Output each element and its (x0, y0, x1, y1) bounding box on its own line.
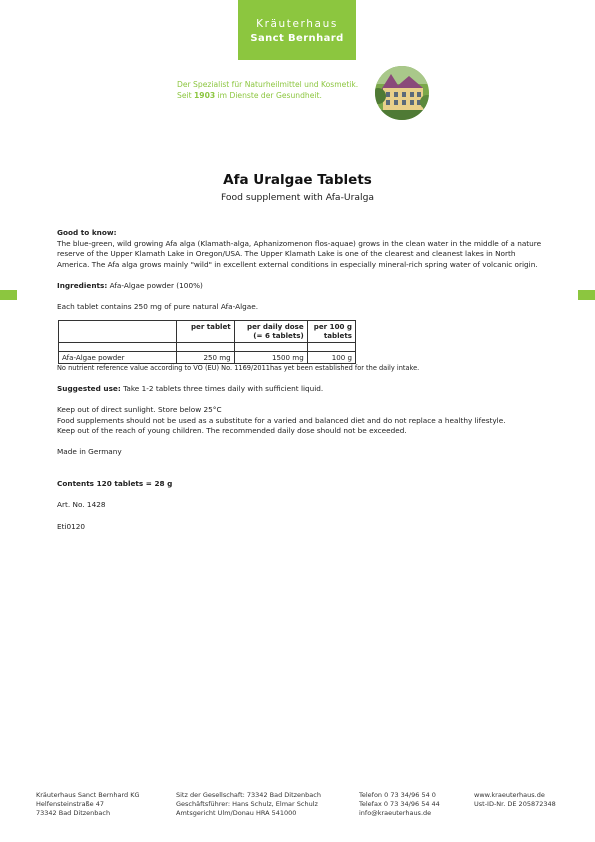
article-number: Art. No. 1428 (57, 500, 106, 510)
good-to-know-label: Good to know: (57, 228, 117, 237)
tagline-line1: Der Spezialist für Naturheilmittel und Kosmetik. (177, 80, 359, 89)
nutrition-table (58, 320, 356, 365)
ingredients-line (57, 281, 547, 292)
product-description (57, 228, 547, 532)
ingredients-text: Afa-Algae powder (100%) (107, 280, 203, 290)
product-subtitle: Food supplement with Afa-Uralga (220, 192, 375, 203)
product-title: Afa Uralgae Tablets (223, 172, 372, 188)
nutrition-table-header (59, 320, 356, 342)
ingredients-label: Ingredients: (57, 280, 108, 290)
warning-text: Keep out of the reach of young children. The recommended daily dose should not be exceeded. (57, 426, 407, 436)
logo-name-line1: Kräuterhaus (256, 18, 338, 30)
table-header-cell: per 100 g tablets (307, 320, 355, 342)
logo-name-line2: Sanct Bernhard (250, 33, 344, 44)
suggested-use-line (57, 384, 547, 395)
storage-text: Keep out of direct sunlight. Store below 25°C (57, 405, 222, 415)
house-photo-icon (375, 66, 429, 120)
made-in-text: Made in Germany (57, 447, 122, 457)
footer-contact: Telefon 0 73 34/96 54 0 Telefax 0 73 34/96 54 44 info@kraeuterhaus.de (359, 791, 440, 817)
warning-text: Food supplements should not be used as a substitute for a varied and balanced diet and do not replace a healthy lifestyle. (57, 415, 506, 425)
footer-web: www.kraeuterhaus.de Ust-ID-Nr. DE 205872348 (474, 791, 556, 808)
footer-legal: Sitz der Gesellschaft: 73342 Bad Ditzenbach Geschäftsführer: Hans Schulz, Elmar Schulz Amtsgericht Ulm/Donau HRA 541000 (176, 791, 321, 817)
tagline-line2: Seit 1903 im Dienste der Gesundheit. (177, 91, 322, 100)
side-marker-right (578, 290, 595, 300)
brand-logo (238, 0, 356, 60)
brand-tagline (177, 79, 358, 101)
table-header-cell: per daily dose (= 6 tablets) (234, 320, 307, 342)
table-header-cell: per tablet (177, 320, 234, 342)
table-note: No nutrient reference value according to VO (EU) No. 1169/2011has yet been established for the daily intake. (57, 364, 420, 373)
table-row (59, 351, 356, 364)
table-cell: 1500 mg (234, 351, 307, 364)
good-to-know-text: The blue-green, wild growing Afa alga (Klamath-alga, Aphanizomenon flos-aquae) grows in the clean water in the middle of a nature reserve of the Upper Klamath Lake in Oregon/USA. The Upper Klamath Lake is one of the clearest and cleanest lakes in North America. The Afa alga grows mainly "wild" in excellent external conditions in especially mineral-rich spring water of volcanic origin. (57, 238, 542, 269)
contents-text: Contents 120 tablets = 28 g (57, 479, 173, 489)
footer-company: Kräuterhaus Sanct Bernhard KG Helfensteinstraße 47 73342 Bad Ditzenbach (36, 791, 140, 817)
table-cell: 250 mg (177, 351, 234, 364)
table-cell: 100 g (307, 351, 355, 364)
side-marker-left (0, 290, 17, 300)
table-cell: Afa-Algae powder (59, 351, 177, 364)
label-code: Eti0120 (57, 521, 86, 531)
each-tablet-text: Each tablet contains 250 mg of pure natural Afa-Algae. (57, 302, 259, 312)
suggested-use-text: Take 1-2 tablets three times daily with sufficient liquid. (120, 383, 324, 393)
suggested-use-label: Suggested use: (57, 383, 121, 393)
table-header-cell (59, 320, 177, 342)
